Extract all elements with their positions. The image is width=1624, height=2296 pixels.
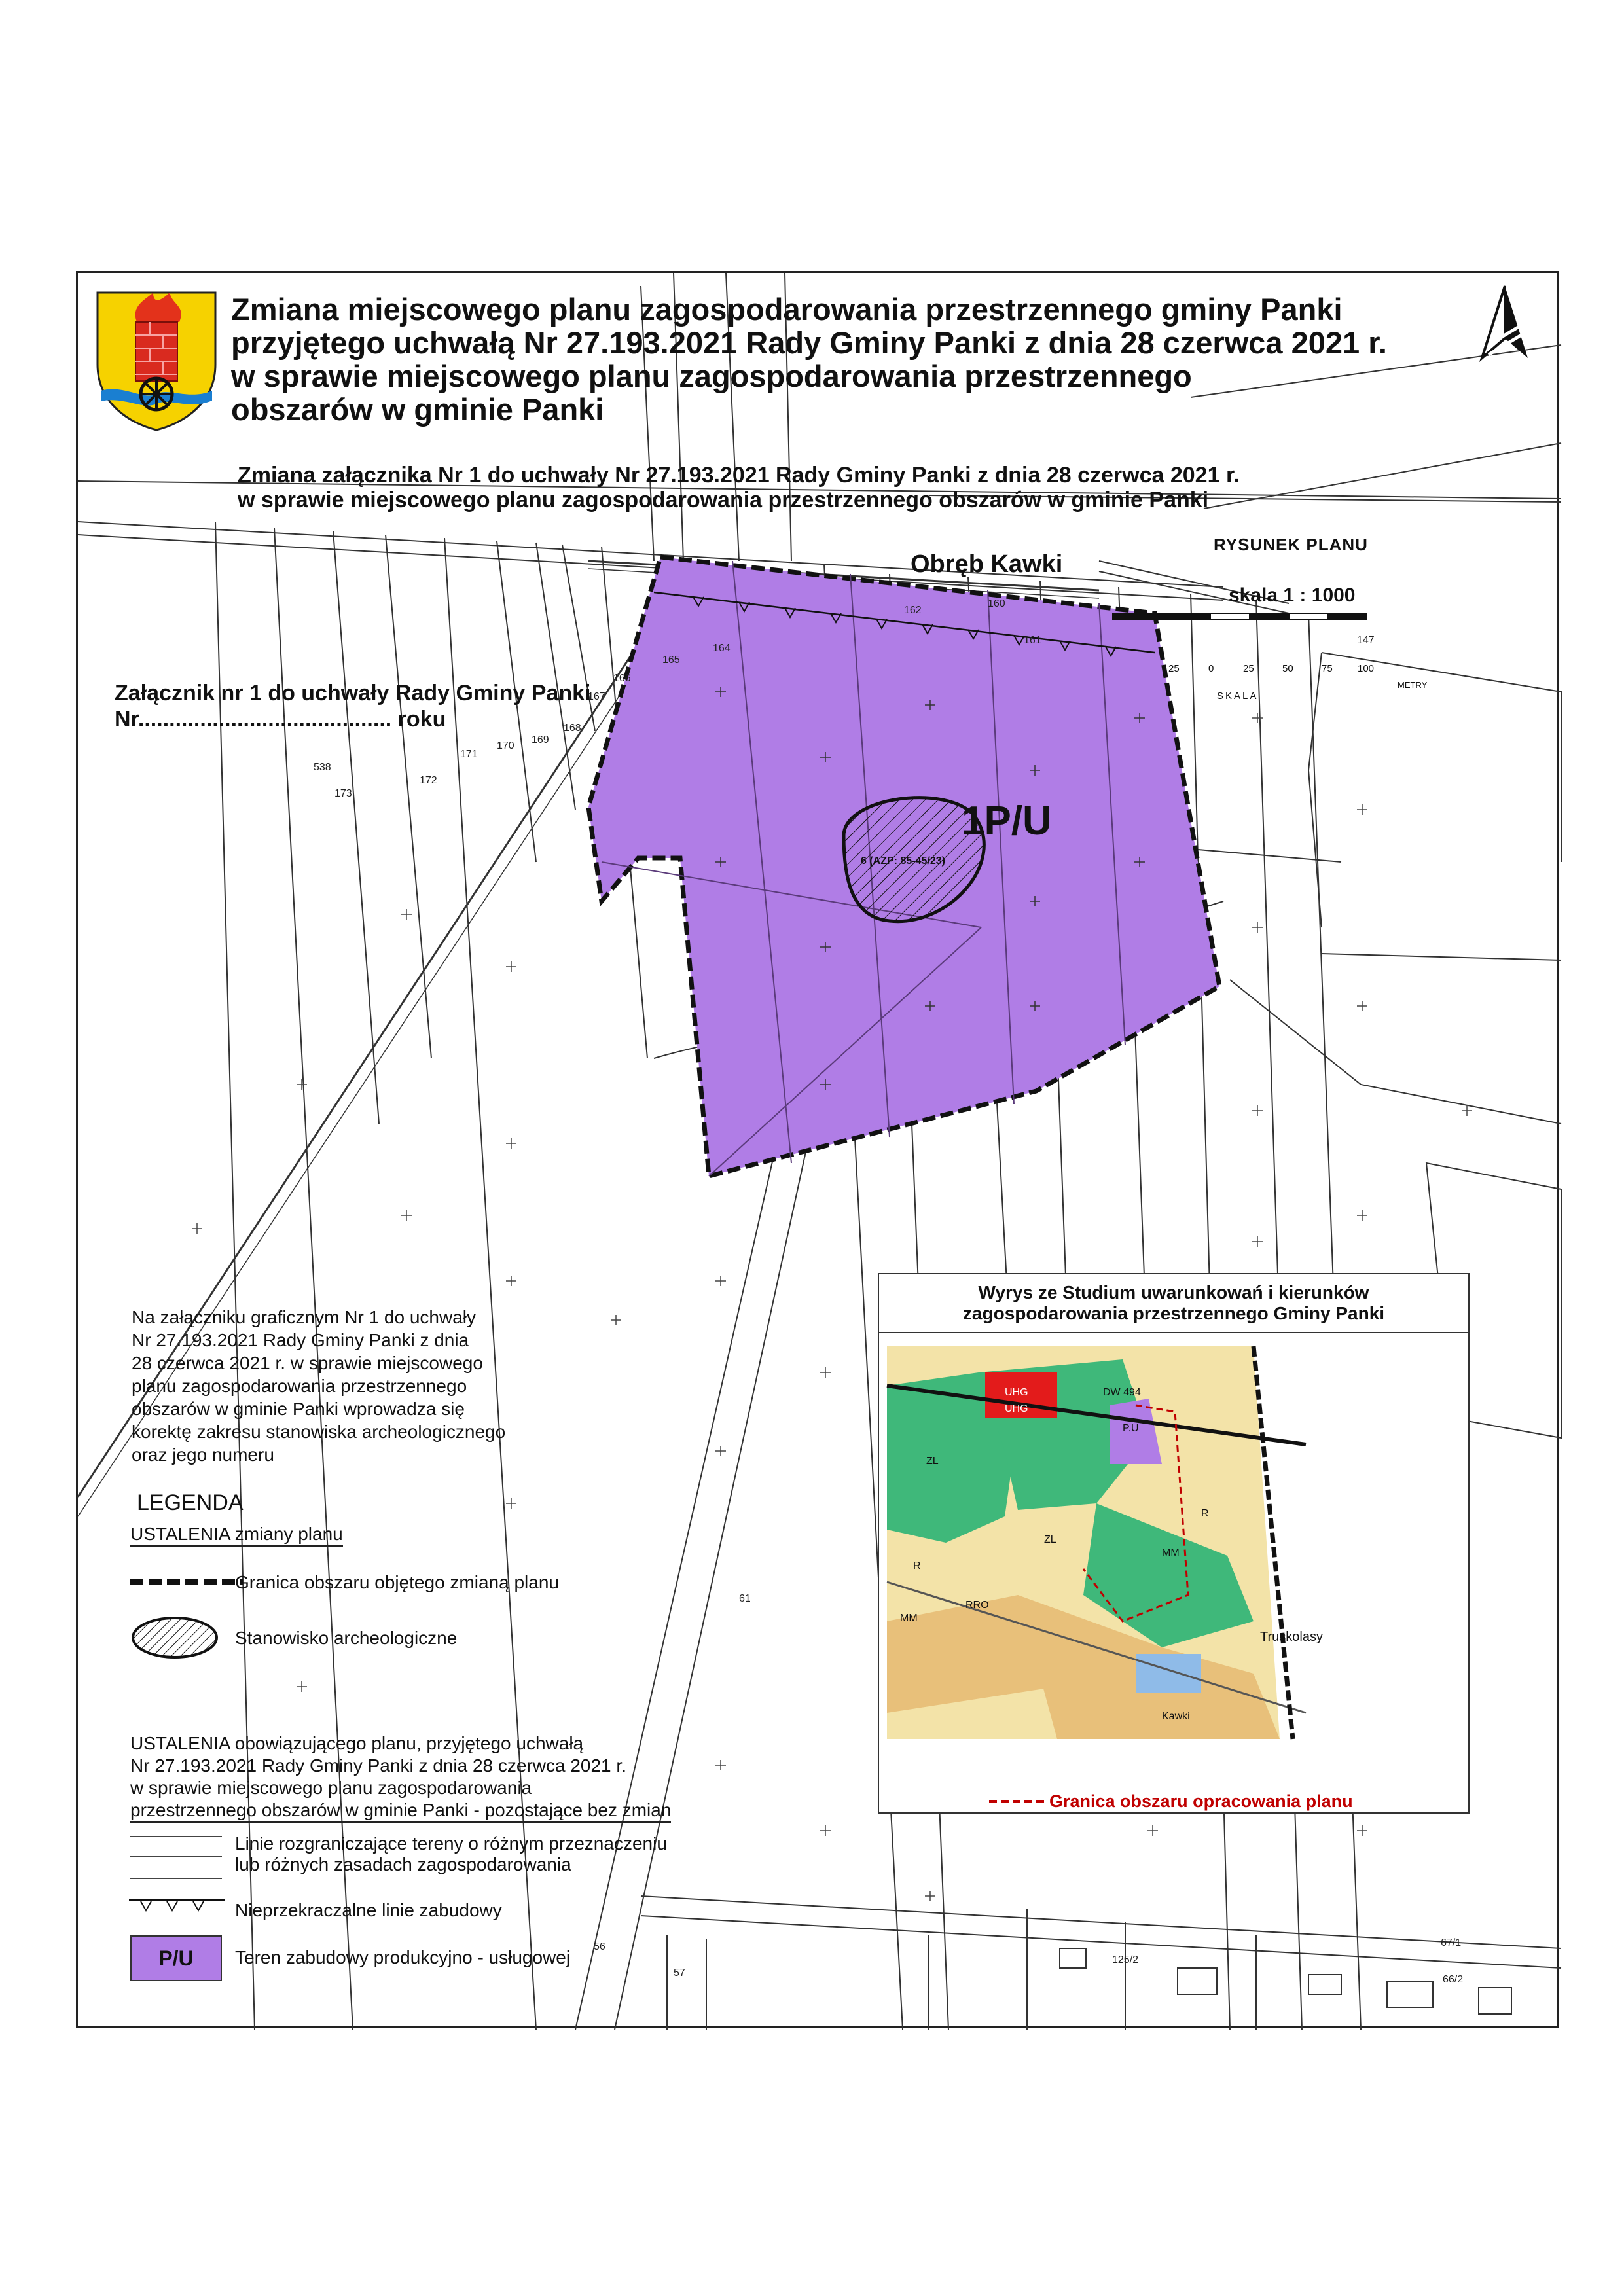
attachment-line: Załącznik nr 1 do uchwały Rady Gminy Panki [115,681,591,706]
scale-tick: 100 [1358,663,1375,674]
parcel-number: 66/2 [1443,1974,1464,1985]
plan-title [231,293,1507,426]
parcel-number: 172 [420,775,437,786]
attachment-label [115,680,590,732]
scale-word: SKALA [1217,691,1259,702]
inset-label: DW 494 [1103,1387,1141,1398]
inset-label: P.U [1123,1423,1139,1434]
parcel-number: 61 [739,1593,751,1604]
map-sheet-frame [76,271,1559,2028]
title-line: przyjętego uchwałą Nr 27.193.2021 Rady Gminy Panki z dnia 28 czerwca 2021 r. [231,325,1387,360]
plan-subtitle [238,463,1514,512]
inset-label: ZL [926,1456,939,1467]
scale-tick: 25 [1243,663,1254,674]
dividing-lines-symbol [130,1836,222,1879]
drawing-label: RYSUNEK PLANU [1214,535,1368,554]
parcel-number: 125/2 [1112,1954,1139,1965]
title-line: w sprawie miejscowego planu zagospodarowania przestrzennego [231,359,1192,393]
parcel-number: 166 [613,673,631,684]
parcel-number: 169 [532,734,549,745]
section-line: Nr 27.193.2021 Rady Gminy Panki z dnia 28 czerwca 2021 r. [130,1755,626,1776]
inset-label: UHG [1005,1387,1028,1398]
label-line: Linie rozgraniczające tereny o różnym przeznaczeniu [235,1833,667,1854]
inset-label: Kawki [1162,1711,1190,1722]
note-line: obszarów w gminie Panki wprowadza się [132,1399,465,1419]
parcel-number: 67/1 [1441,1937,1462,1948]
note-line: korektę zakresu stanowiska archeologicznego [132,1422,506,1442]
inset-label: ZL [1044,1534,1056,1545]
title-line: obszarów w gminie Panki [231,392,604,427]
label-line: lub różnych zasadach zagospodarowania [235,1854,571,1874]
parcel-number: 147 [1357,635,1375,646]
building-line-symbol [128,1896,226,1916]
scale-tick: 0 [1208,663,1214,674]
parcel-number: 164 [713,643,731,654]
study-inset-map [887,1346,1323,1739]
legend-label [235,1833,667,1875]
parcel-number: 160 [988,598,1005,609]
inset-title-line: Wyrys ze Studium uwarunkowań i kierunków [978,1282,1369,1302]
inset-label: R [1201,1508,1209,1519]
zone-label: 1P/U [962,798,1052,844]
inset-title [879,1282,1468,1324]
inset-label: RRO [965,1600,989,1611]
scale-tick: 75 [1322,663,1333,674]
title-line: Zmiana miejscowego planu zagospodarowania przestrzennego gminy Panki [231,292,1343,327]
note-line: 28 czerwca 2021 r. w sprawie miejscowego [132,1353,483,1373]
parcel-number: 56 [594,1941,605,1952]
scale-bar [1112,613,1367,620]
legend-existing-section [130,1732,671,1823]
scale-tick: 50 [1282,663,1293,674]
subtitle-line: w sprawie miejscowego planu zagospodarowania przestrzennego obszarów w gminie Panki [238,488,1209,512]
note-line: oraz jego numeru [132,1444,274,1465]
inset-label: MM [900,1613,918,1624]
parcel-number: 57 [674,1967,685,1979]
attachment-line: Nr......................................... roku [115,707,446,732]
inset-label: UHG [1005,1403,1028,1414]
legend-title: LEGENDA [137,1490,244,1515]
legend-change-section: USTALENIA zmiany planu [130,1523,343,1547]
legend-label: Teren zabudowy produkcyjno - usługowej [235,1947,571,1967]
inset-label: Truskolasy [1260,1630,1323,1644]
change-note [132,1306,583,1466]
inset-title-line: zagospodarowania przestrzennego Gminy Panki [962,1303,1385,1323]
inset-label: MM [1162,1547,1180,1558]
parcel-number: 161 [1024,635,1041,646]
section-line: USTALENIA obowiązującego planu, przyjętego uchwałą [130,1733,584,1753]
parcel-number: 162 [904,605,922,616]
subtitle-line: Zmiana załącznika Nr 1 do uchwały Nr 27.193.2021 Rady Gminy Panki z dnia 28 czerwca 2021 r. [238,463,1240,488]
section-line: przestrzennego obszarów w gminie Panki - pozostające bez zmian [130,1799,671,1823]
parcel-number: 165 [662,655,680,666]
scale-unit: METRY [1398,680,1428,690]
boundary-line-symbol [128,1575,245,1588]
archaeological-site-label: 6 (AZP: 85-45/23) [861,855,945,867]
production-zone-swatch: P/U [130,1935,222,1981]
archaeological-site-symbol [129,1615,221,1660]
inset-legend-label: Granica obszaru opracowania planu [1049,1791,1353,1811]
section-line: w sprawie miejscowego planu zagospodarowania [130,1778,532,1798]
parcel-number: 170 [497,740,514,751]
plan-boundary-symbol [989,1798,1048,1804]
study-excerpt-inset [878,1273,1470,1814]
inset-label: R [913,1560,921,1571]
legend-label: Granica obszaru objętego zmianą planu [235,1572,559,1592]
parcel-number: 171 [460,749,478,760]
legend-label: Stanowisko archeologiczne [235,1628,458,1648]
parcel-number: 168 [564,723,581,734]
coat-of-arms-icon [91,286,222,433]
parcel-number: 538 [314,762,331,773]
parcel-number: 173 [334,788,352,799]
note-line: Nr 27.193.2021 Rady Gminy Panki z dnia [132,1330,469,1350]
precinct-label: Obręb Kawki [911,550,1063,578]
note-line: Na załączniku graficznym Nr 1 do uchwały [132,1307,476,1327]
parcel-number: 167 [588,691,605,702]
scale-tick: 25 [1168,663,1180,674]
note-line: planu zagospodarowania przestrzennego [132,1376,467,1396]
scale-label: skala 1 : 1000 [1229,584,1356,606]
legend-label: Nieprzekraczalne linie zabudowy [235,1900,502,1920]
